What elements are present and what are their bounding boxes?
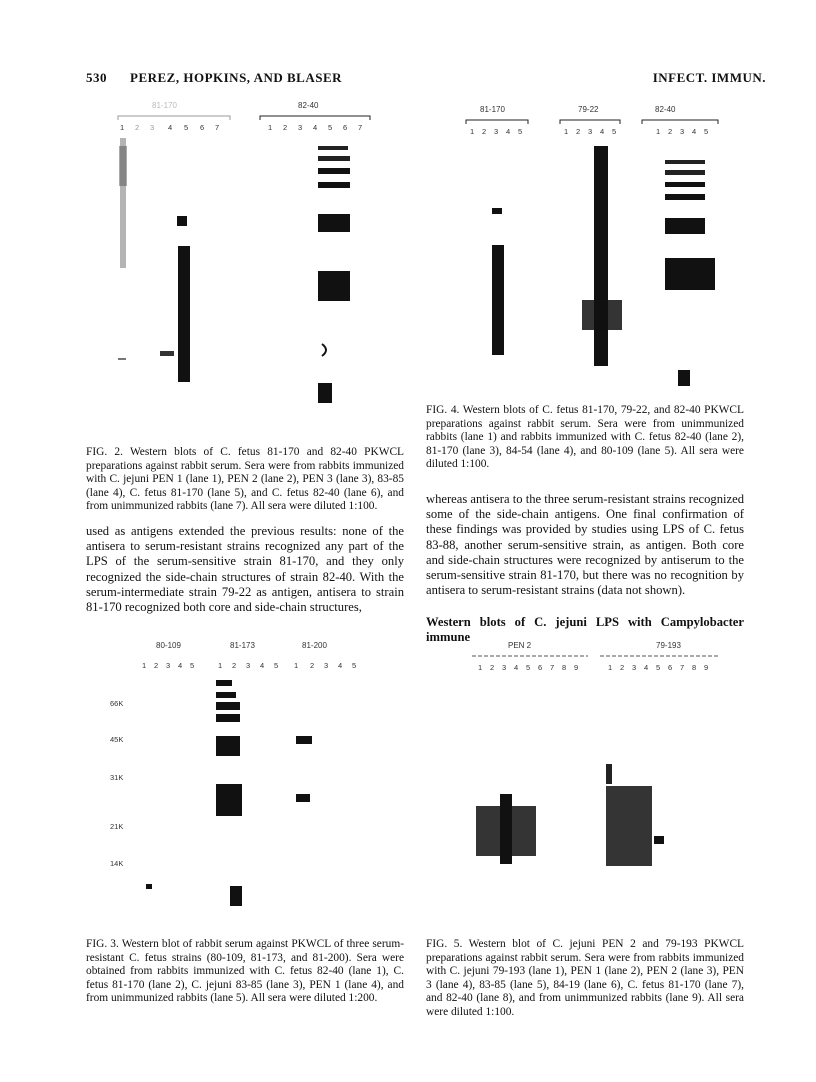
fig5-lane-label: 5 [526, 663, 531, 672]
fig5-strain-label: PEN 2 [508, 641, 532, 650]
fig2-lane-label: 6 [200, 123, 205, 132]
fig5-lane-label: 3 [502, 663, 507, 672]
fig5-lane-label: 2 [620, 663, 625, 672]
fig3-lane-label: 1 [218, 661, 223, 670]
running-authors: PEREZ, HOPKINS, AND BLASER [130, 70, 343, 85]
fig5-lane-label: 7 [680, 663, 685, 672]
fig4-lane-label: 3 [680, 127, 685, 136]
fig5-strain-label: 79-193 [656, 641, 681, 650]
fig4-lane-label: 2 [668, 127, 673, 136]
fig5-lane-label: 6 [668, 663, 673, 672]
section-heading: Western blots of C. jejuni LPS with Campylobacter immune [426, 615, 744, 645]
fig3-lane-label: 1 [294, 661, 299, 670]
fig2-lane-label: 5 [328, 123, 333, 132]
fig4-lane-label: 3 [494, 127, 499, 136]
page-number: 530 [86, 70, 107, 85]
fig2-lane-label: 3 [150, 123, 155, 132]
fig3-lane-label: 3 [246, 661, 251, 670]
fig5-lane-label: 5 [656, 663, 661, 672]
fig2-caption: FIG. 2. Western blots of C. fetus 81-170 and 82-40 PKWCL preparations against rabbit serum. Sera were from rabbits immunized with C. jejuni PEN 1 (lane 1), PEN 2 (lane 2), PEN 3 (lane 3), 83-85 (lane 4), C. fetus 81-170 (lane 5), and C. fetus 82-40 (lane 6), and from unimmunized rabbits (lane 7). All sera were diluted 1:100. [86, 446, 404, 513]
fig2-lane-label: 5 [184, 123, 189, 132]
fig2-lane-label: 1 [120, 123, 125, 132]
fig3-lane-label: 3 [166, 661, 171, 670]
fig3-caption: FIG. 3. Western blot of rabbit serum against PKWCL of three serum-resistant C. fetus strains (80-109, 81-173, and 81-200). Sera were obtained from rabbits immunized with C. fetus 82-40 (lane 1), C. fetus 81-170 (lane 2), C. jejuni 83-85 (lane 3), PEN 1 (lane 4), and from unimmunized rabbits (lane 5). All sera were diluted 1:200. [86, 938, 404, 1005]
fig2-blot-image [100, 96, 390, 426]
fig3-strain-label: 81-200 [302, 641, 327, 650]
fig3-lane-label: 4 [260, 661, 265, 670]
fig2-strain-label: 81-170 [152, 101, 177, 110]
fig4-lane-label: 4 [600, 127, 605, 136]
fig5-lane-label: 4 [644, 663, 649, 672]
fig5-lane-label: 8 [562, 663, 567, 672]
fig5-caption: FIG. 5. Western blot of C. jejuni PEN 2 and 79-193 PKWCL preparations against rabbit serum. Sera were from rabbits immunized with C. jejuni 79-193 (lane 1), PEN 1 (lane 2), PEN 2 (lane 3), PEN 3 (lane 4), 83-85 (lane 5), 84-19 (lane 6), C. fetus 81-170 (lane 7), and 82-40 (lane 8), and from unimmunized rabbits (lane 9). All sera were diluted 1:100. [426, 938, 744, 1018]
fig4-lane-label: 1 [656, 127, 661, 136]
fig3-blot-image [70, 636, 380, 916]
fig5-lane-label: 1 [608, 663, 613, 672]
fig5-blot-image [460, 636, 750, 916]
fig4-lane-label: 1 [564, 127, 569, 136]
fig2-lane-label: 2 [135, 123, 140, 132]
fig4-blot-image [460, 100, 736, 400]
fig5-lane-label: 7 [550, 663, 555, 672]
fig3-strain-label: 80-109 [156, 641, 181, 650]
fig2-lane-label: 1 [268, 123, 273, 132]
fig2-lane-label: 4 [313, 123, 318, 132]
body-right-column: whereas antisera to the three serum-resistant strains recognized some of the side-chain antigens. One final confirmation of these findings was provided by studies using LPS of C. fetus 83-88, another serum-sensitive strain, as antigen. Both core and side-chain structures were recognized by antiserum to the serum-sensitive strain 81-170, but there was no recognition by antisera to serum-resistant strains (data not shown). [426, 492, 744, 598]
fig3-lane-label: 1 [142, 661, 147, 670]
fig5-lane-label: 8 [692, 663, 697, 672]
fig4-lane-label: 2 [482, 127, 487, 136]
fig5-lane-label: 4 [514, 663, 519, 672]
journal-name: INFECT. IMMUN. [652, 70, 766, 85]
fig4-lane-label: 5 [518, 127, 523, 136]
fig3-mw-marker: 66K [110, 699, 124, 708]
fig2-lane-label: 7 [215, 123, 220, 132]
fig5-lane-label: 1 [478, 663, 483, 672]
fig4-lane-label: 3 [588, 127, 593, 136]
fig3-lane-label: 5 [190, 661, 195, 670]
fig2-strain-label: 82-40 [298, 101, 319, 110]
fig3-lane-label: 4 [178, 661, 183, 670]
fig2-lane-label: 2 [283, 123, 288, 132]
fig3-mw-marker: 14K [110, 859, 124, 868]
fig3-lane-label: 3 [324, 661, 329, 670]
fig2-lane-label: 3 [298, 123, 303, 132]
fig3-lane-label: 5 [274, 661, 279, 670]
fig4-lane-label: 4 [506, 127, 511, 136]
fig3-mw-marker: 21K [110, 822, 124, 831]
fig4-strain-label: 82-40 [655, 105, 676, 114]
fig2-lane-label: 6 [343, 123, 348, 132]
body-left-column: used as antigens extended the previous results: none of the antisera to serum-resistant strains recognized any part of the LPS of the serum-sensitive strain 81-170, and they only recognized the side-chain structures of strain 82-40. With the serum-intermediate strain 79-22 as antigen, antisera to strain 81-170 recognized both core and side-chain structures, [86, 524, 404, 615]
fig4-lane-label: 5 [612, 127, 617, 136]
fig2-lane-label: 4 [168, 123, 173, 132]
fig3-strain-label: 81-173 [230, 641, 255, 650]
fig4-caption: FIG. 4. Western blots of C. fetus 81-170, 79-22, and 82-40 PKWCL preparations against rabbit serum. Sera were from unimmunized rabbits (lane 1) and rabbits immunized with C. fetus 82-40 (lane 2), 81-170 (lane 3), 84-54 (lane 4), and 80-109 (lane 5). All sera were diluted 1:100. [426, 404, 744, 471]
fig3-lane-label: 5 [352, 661, 357, 670]
fig4-strain-label: 79-22 [578, 105, 599, 114]
fig5-lane-label: 9 [704, 663, 709, 672]
fig3-mw-marker: 31K [110, 773, 124, 782]
fig3-lane-label: 2 [310, 661, 315, 670]
fig4-lane-label: 4 [692, 127, 697, 136]
fig4-lane-label: 1 [470, 127, 475, 136]
fig3-lane-label: 4 [338, 661, 343, 670]
fig2-lane-label: 7 [358, 123, 363, 132]
fig3-lane-label: 2 [154, 661, 159, 670]
fig3-mw-marker: 45K [110, 735, 124, 744]
fig4-lane-label: 2 [576, 127, 581, 136]
fig4-lane-label: 5 [704, 127, 709, 136]
fig4-strain-label: 81-170 [480, 105, 505, 114]
fig5-lane-label: 6 [538, 663, 543, 672]
fig5-lane-label: 3 [632, 663, 637, 672]
fig3-lane-label: 2 [232, 661, 237, 670]
fig5-lane-label: 9 [574, 663, 579, 672]
fig5-lane-label: 2 [490, 663, 495, 672]
